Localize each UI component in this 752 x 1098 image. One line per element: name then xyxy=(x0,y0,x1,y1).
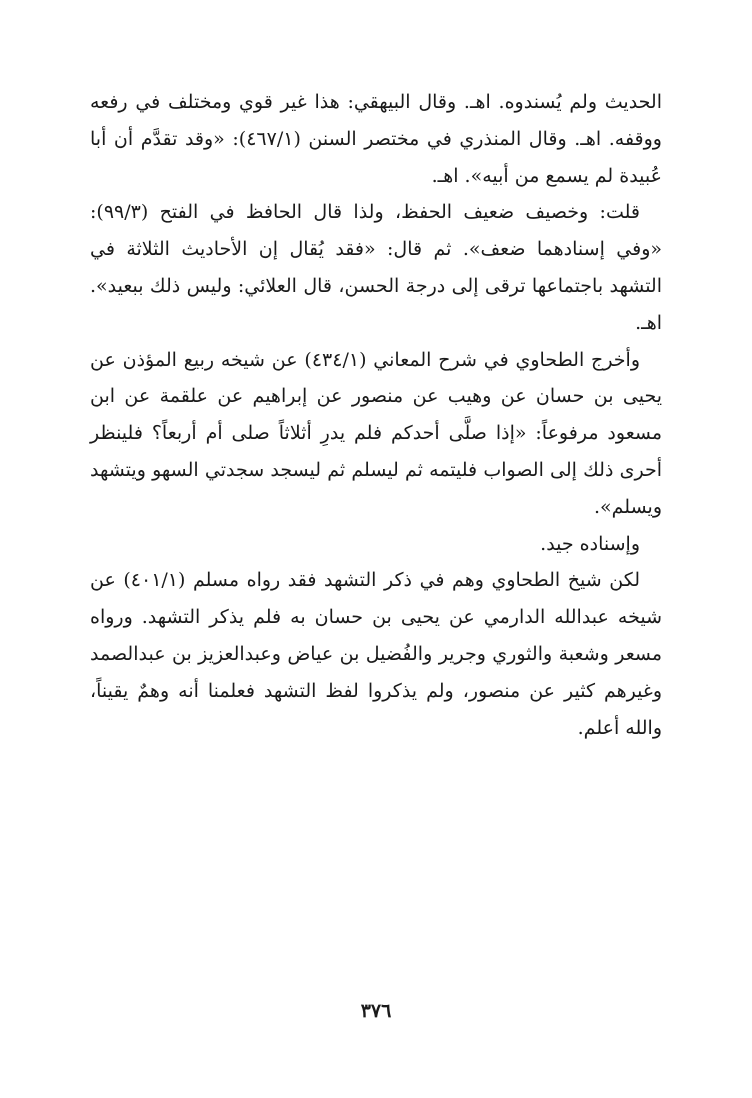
body-text xyxy=(90,84,662,746)
paragraph-1: الحديث ولم يُسندوه. اهـ. وقال البيهقي: هذا غير قوي ومختلف في رفعه ووقفه. اهـ. وقال المنذري في مختصر السنن (٤٦٧/١): «وقد تقدَّم أن أبا عُبيدة لم يسمع من أبيه». اهـ. xyxy=(90,91,662,187)
paragraph-3: وأخرج الطحاوي في شرح المعاني (٤٣٤/١) عن شيخه ربيع المؤذن عن يحيى بن حسان عن وهيب عن منصور عن إبراهيم عن علقمة عن ابن مسعود مرفوعاً: «إذا صلَّى أحدكم فلم يدرِ أثلاثاً صلى أم أربعاً؟ فلينظر أحرى ذلك إلى الصواب فليتمه ثم ليسلم ثم ليسجد سجدتي السهو ويتشهد ويسلم». xyxy=(90,348,662,518)
page-number: ٣٧٦ xyxy=(360,1000,392,1022)
paragraph-5: لكن شيخ الطحاوي وهم في ذكر التشهد فقد رواه مسلم (٤٠١/١) عن شيخه عبدالله الدارمي عن يحيى بن حسان به فلم يذكر التشهد. ورواه مسعر وشعبة والثوري وجرير والفُضيل بن عياض وعبدالعزيز بن عبدالصمد وغيرهم كثير عن منصور، ولم يذكروا لفظ التشهد فعلمنا أنه وهمٌ يقيناً، والله أعلم. xyxy=(90,569,662,739)
paragraph-2: قلت: وخصيف ضعيف الحفظ، ولذا قال الحافظ في الفتح (٩٩/٣): «وفي إسنادهما ضعف». ثم قال: «فقد يُقال إن الأحاديث الثلاثة في التشهد باجتماعها ترقى إلى درجة الحسن، قال العلائي: وليس ذلك ببعيد». اهـ. xyxy=(90,201,662,334)
paragraph-4: وإسناده جيد. xyxy=(540,532,640,555)
